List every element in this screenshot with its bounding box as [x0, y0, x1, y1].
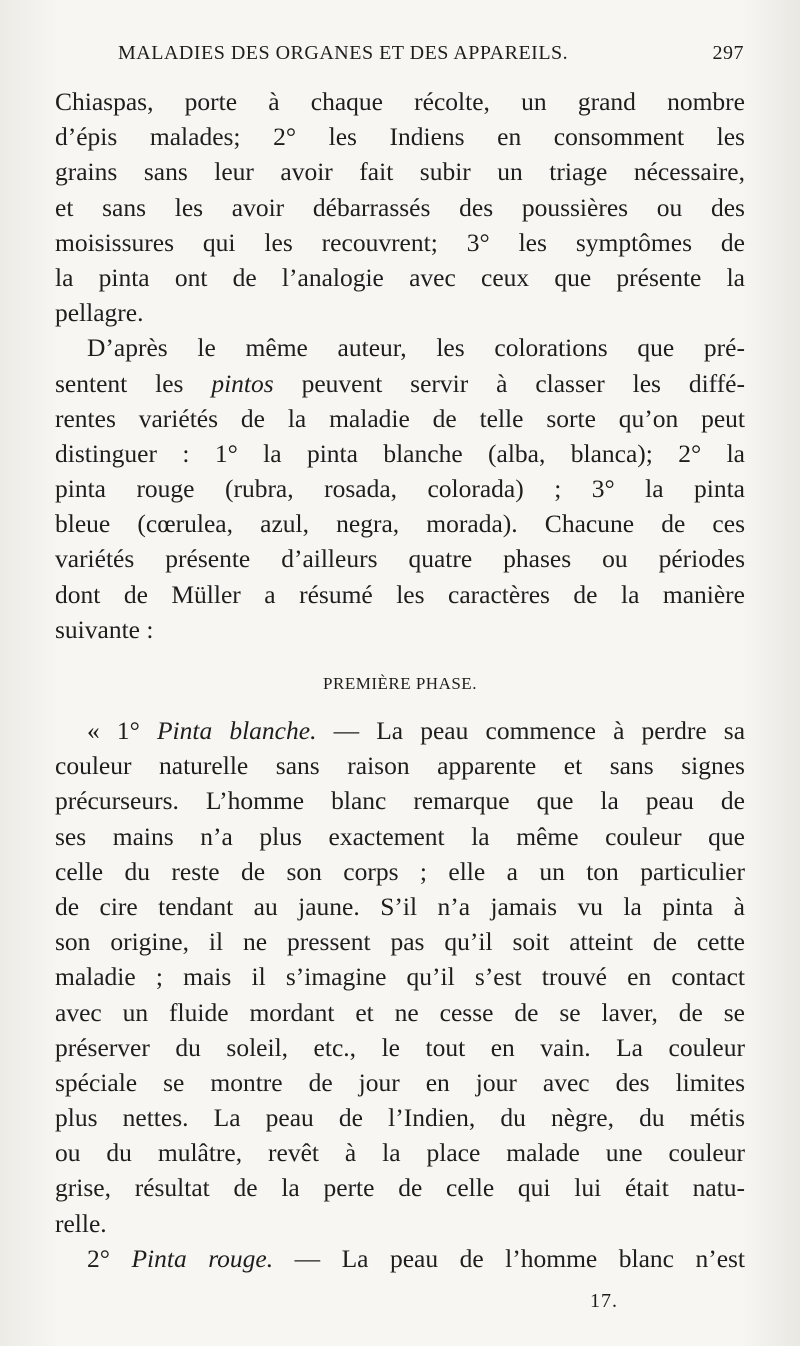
- paragraph-1: [55, 84, 745, 330]
- text-fragment: — La peau commence à perdre sa: [316, 716, 746, 745]
- text-line: [55, 1241, 745, 1276]
- text-line: la pinta ont de l’analogie avec ceux que présente la: [55, 262, 745, 292]
- text-fragment: 2°: [87, 1243, 132, 1273]
- text-line: pellagre.: [55, 298, 144, 328]
- text-line: préserver du soleil, etc., le tout en vain. La couleur: [55, 1032, 745, 1062]
- text-line: précurseurs. L’homme blanc remarque que la peau de: [55, 786, 745, 816]
- text-line: dont de Müller a résumé les caractères de la manière: [55, 579, 745, 609]
- text-line: D’après le même auteur, les colorations que pré-: [87, 333, 745, 363]
- quote-prefix: « 1°: [87, 716, 157, 745]
- text-line: ses mains n’a plus exactement la même couleur que: [55, 821, 745, 851]
- text-line: avec un fluide mordant et ne cesse de se laver, de se: [55, 997, 745, 1027]
- paragraph-2: [55, 330, 745, 647]
- text-line: rentes variétés de la maladie de telle sorte qu’on peut: [55, 403, 745, 433]
- text-line: ou du mulâtre, revêt à la place malade une couleur: [55, 1138, 745, 1168]
- signature-mark: 17.: [590, 1290, 618, 1312]
- italic-term: Pinta blanche.: [156, 716, 317, 745]
- text-line: suivante :: [55, 614, 154, 644]
- page-number: 297: [712, 42, 744, 64]
- text-fragment: — La peau de l’homme blanc n’est: [273, 1243, 746, 1273]
- text-line: son origine, il ne pressent pas qu’il soit atteint de cette: [55, 927, 745, 957]
- italic-term: pintos: [211, 368, 274, 398]
- text-line: [55, 366, 745, 401]
- paragraph-3: [55, 713, 745, 1241]
- text-line: [55, 713, 745, 748]
- text-line: de cire tendant au jaune. S’il n’a jamais vu la pinta à: [55, 891, 745, 921]
- text-line: plus nettes. La peau de l’Indien, du nègre, du métis: [55, 1103, 745, 1133]
- page-body: [55, 84, 745, 1276]
- text-line: pinta rouge (rubra, rosada, colorada) ; 3° la pinta: [55, 474, 745, 504]
- paragraph-4: [55, 1241, 745, 1276]
- text-line: variétés présente d’ailleurs quatre phases ou périodes: [55, 544, 745, 574]
- text-line: d’épis malades; 2° les Indiens en consomment les: [55, 122, 745, 152]
- text-line: celle du reste de son corps ; elle a un ton particulier: [55, 856, 745, 886]
- text-line: moisissures qui les recouvrent; 3° les symptômes de: [55, 227, 745, 257]
- text-line: Chiaspas, porte à chaque récolte, un grand nombre: [55, 87, 745, 116]
- text-line: couleur naturelle sans raison apparente et sans signes: [55, 751, 745, 781]
- section-heading: PREMIÈRE PHASE.: [323, 674, 477, 693]
- running-title: MALADIES DES ORGANES ET DES APPAREILS.: [118, 42, 569, 64]
- text-line: distinguer : 1° la pinta blanche (alba, blanca); 2° la: [55, 438, 745, 468]
- running-header: [118, 42, 744, 72]
- text-line: maladie ; mais il s’imagine qu’il s’est trouvé en contact: [55, 962, 745, 992]
- text-line: grise, résultat de la perte de celle qui lui était natu-: [55, 1173, 745, 1203]
- text-line: bleue (cœrulea, azul, negra, morada). Chacune de ces: [55, 509, 745, 539]
- text-line: relle.: [55, 1208, 107, 1238]
- text-line: spéciale se montre de jour en jour avec des limites: [55, 1067, 745, 1097]
- text-fragment: sentent les: [55, 368, 184, 398]
- text-line: grains sans leur avoir fait subir un triage nécessaire,: [55, 157, 745, 187]
- italic-term: Pinta rouge.: [131, 1243, 274, 1273]
- text-line: et sans les avoir débarrassés des poussières ou des: [55, 192, 745, 222]
- text-fragment: peuvent servir à classer les diffé-: [273, 368, 745, 398]
